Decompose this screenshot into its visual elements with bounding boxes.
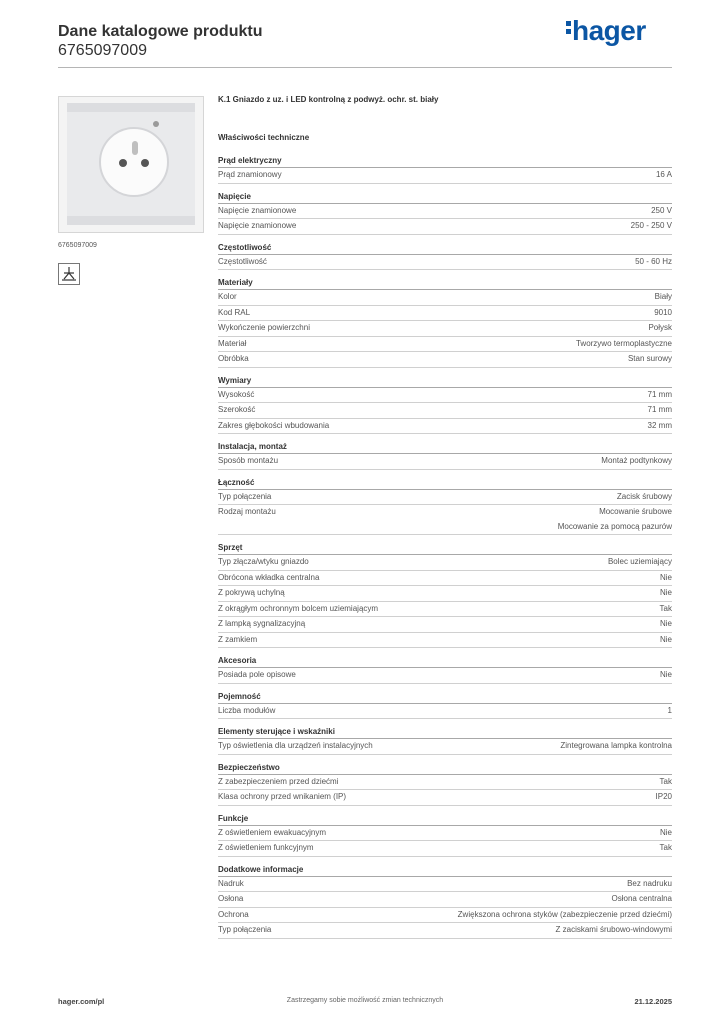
spec-group-title: Instalacja, montaż [218,439,672,454]
spec-label: Typ połączenia [218,491,272,501]
spec-row [218,826,672,842]
socket-hole-left [119,159,127,167]
spec-value [635,255,672,270]
spec-value [648,403,672,418]
spec-label: Częstotliwość [218,256,267,266]
footer-disclaimer: Zastrzegamy sobie możliwość zmian technicznych [286,997,444,1004]
spec-value-line: Zwiększona ochrona styków (zabezpieczenie przed dziećmi) [457,909,672,919]
spec-group-title: Materiały [218,275,672,290]
spec-row [218,790,672,806]
spec-value-line: Bez nadruku [627,878,672,888]
spec-value-line: Stan surowy [627,354,672,363]
hager-logo [566,15,646,47]
spec-value [576,337,672,352]
footer-website-link[interactable]: hager.com/pl [58,997,105,1006]
spec-value-line: Osłona centralna [611,894,672,903]
spec-value-line: Nie [659,827,672,837]
document-title: Dane katalogowe produktu [58,23,263,40]
spec-label: Typ złącza/wtyku gniazdo [218,557,309,566]
spec-value [628,352,672,367]
spec-row [218,255,672,271]
spec-label: Z okrągłym ochronnym bolcem uziemiającym [218,603,379,613]
spec-value-line: Nie [659,634,672,644]
spec-row [218,204,672,220]
spec-label: Szerokość [218,405,256,414]
spec-row [218,419,672,435]
spec-row [218,388,672,404]
spec-value-line: Mocowanie za pomocą pazurów [557,521,672,531]
spec-row [218,454,672,470]
spec-row [218,505,672,535]
spec-label: Materiał [218,338,247,348]
socket-plate [67,103,195,225]
section-title: Właściwości techniczne [218,133,310,142]
spec-group-title: Częstotliwość [218,240,672,255]
spec-value-line: Tworzywo termoplastyczne [575,338,672,348]
spec-row [218,877,672,893]
spec-value-line: 71 mm [647,405,672,414]
page-footer [58,997,672,1009]
spec-label: Prąd znamionowy [218,170,282,179]
spec-value-line: 32 mm [647,420,672,430]
spec-row [218,219,672,235]
spec-value-line: Zintegrowana lampka kontrolna [560,741,672,750]
spec-label: Typ oświetlenia dla urządzeń instalacyjnych [218,741,373,750]
spec-value [660,617,672,632]
spec-label: Liczba modułów [218,705,276,715]
spec-row [218,908,672,924]
spec-value-line: Zacisk śrubowy [616,491,672,501]
spec-group-title: Wymiary [218,373,672,388]
spec-value [660,571,672,586]
spec-row [218,321,672,337]
spec-value [668,704,672,719]
spec-row [218,633,672,649]
spec-row [218,306,672,322]
image-caption: 6765097009 [58,242,97,249]
spec-value-line: 16 A [655,170,672,179]
spec-value [560,739,672,754]
spec-value-line: Mocowanie śrubowe [599,507,672,516]
spec-value [627,877,672,892]
socket-hole-right [141,159,149,167]
spec-value [660,826,672,841]
spec-label: Z zamkiem [218,634,258,644]
spec-value-line: Montaż podtynkowy [601,456,672,465]
spec-value [608,555,672,570]
spec-row [218,668,672,684]
spec-label: Posiada pole opisowe [218,670,296,679]
spec-row [218,352,672,368]
spec-value [556,923,672,938]
spec-row [218,739,672,755]
specifications [218,95,672,939]
spec-value-line: Nie [659,588,672,597]
document-number: 6765097009 [58,42,147,59]
spec-row [218,490,672,506]
earth-pin [132,141,138,155]
spec-value [648,419,672,434]
spec-label: Z pokrywą uchylną [218,588,285,597]
spec-row [218,555,672,571]
spec-label: Napięcie znamionowe [218,205,297,215]
spec-group-title: Dodatkowe informacje [218,862,672,877]
installation-symbol-icon [58,263,80,285]
spec-value [617,490,672,505]
spec-value [654,306,672,321]
spec-value [648,321,672,336]
spec-value [660,633,672,648]
spec-label: Obrócona wkładka centralna [218,572,320,582]
spec-group-title: Akcesoria [218,653,672,668]
socket-face [99,127,169,197]
logo-colon-icon [566,18,572,37]
spec-value-line: Nie [659,670,672,679]
spec-row [218,571,672,587]
spec-value-line: Biały [654,292,672,301]
spec-value-line: Tak [659,776,672,786]
spec-value [660,668,672,683]
logo-text: hager [572,15,646,46]
spec-row [218,704,672,720]
spec-value-line: Bolec uziemiający [607,557,672,566]
spec-row [218,892,672,908]
spec-value [656,168,672,183]
spec-value [458,908,672,923]
spec-label: Klasa ochrony przed wnikaniem (IP) [218,792,347,801]
spec-row [218,923,672,939]
spec-value [558,505,672,534]
spec-value [655,290,672,305]
spec-label: Z zabezpieczeniem przed dziećmi [218,776,339,786]
spec-value [656,790,672,805]
spec-groups [218,153,672,939]
spec-value [660,586,672,601]
spec-label: Obróbka [218,354,249,363]
spec-label: Z oświetleniem funkcyjnym [218,843,314,852]
spec-group-title: Pojemność [218,689,672,704]
footer-date: 21.12.2025 [634,997,672,1006]
product-image [58,96,204,233]
spec-group-title: Napięcie [218,189,672,204]
spec-label: Sposób montażu [218,456,279,465]
spec-value [601,454,672,469]
spec-group-title: Elementy sterujące i wskaźniki [218,724,672,739]
spec-row [218,403,672,419]
spec-label: Ochrona [218,909,249,919]
led-indicator [153,121,159,127]
spec-label: Nadruk [218,878,244,888]
spec-row [218,290,672,306]
spec-value [648,388,672,403]
spec-value-line: Tak [659,603,672,613]
spec-row [218,337,672,353]
spec-row [218,586,672,602]
spec-label: Wykończenie powierzchni [218,323,310,332]
spec-value-line: Nie [659,619,672,628]
spec-value-line: 1 [667,705,672,715]
spec-row [218,168,672,184]
spec-group-title: Łączność [218,475,672,490]
spec-value [651,204,672,219]
spec-label: Rodzaj montażu [218,507,276,516]
spec-label: Z oświetleniem ewakuacyjnym [218,827,327,837]
document-header [58,22,262,60]
spec-value-line: Tak [659,843,672,852]
spec-value-line: 71 mm [647,389,672,399]
spec-label: Osłona [218,894,244,903]
spec-value-line: IP20 [655,792,672,801]
spec-value-line: 250 V [651,205,672,215]
spec-label: Z lampką sygnalizacyjną [218,619,306,628]
spec-value-line: 50 - 60 Hz [635,256,672,266]
spec-value [660,602,672,617]
spec-row [218,841,672,857]
spec-group-title: Funkcje [218,811,672,826]
header-divider [58,67,672,68]
spec-label: Wysokość [218,389,255,399]
spec-label: Typ połączenia [218,925,272,934]
spec-label: Zakres głębokości wbudowania [218,420,330,430]
spec-group-title: Sprzęt [218,540,672,555]
spec-row [218,602,672,618]
spec-value-line: 250 - 250 V [630,221,672,230]
spec-value-line: 9010 [654,307,672,317]
spec-row [218,775,672,791]
spec-value [631,219,672,234]
spec-group-title: Prąd elektryczny [218,153,672,168]
product-description: K.1 Gniazdo z uz. i LED kontrolną z podwyż. ochr. st. biały [218,95,439,104]
spec-label: Kolor [218,292,237,301]
spec-label: Kod RAL [218,307,251,317]
spec-value-line: Połysk [648,323,672,332]
spec-value [612,892,672,907]
spec-value [660,841,672,856]
spec-label: Napięcie znamionowe [218,221,297,230]
spec-value-line: Nie [659,572,672,582]
spec-group-title: Bezpieczeństwo [218,760,672,775]
spec-value [660,775,672,790]
spec-value-line: Z zaciskami śrubowo-windowymi [555,925,672,934]
spec-row [218,617,672,633]
